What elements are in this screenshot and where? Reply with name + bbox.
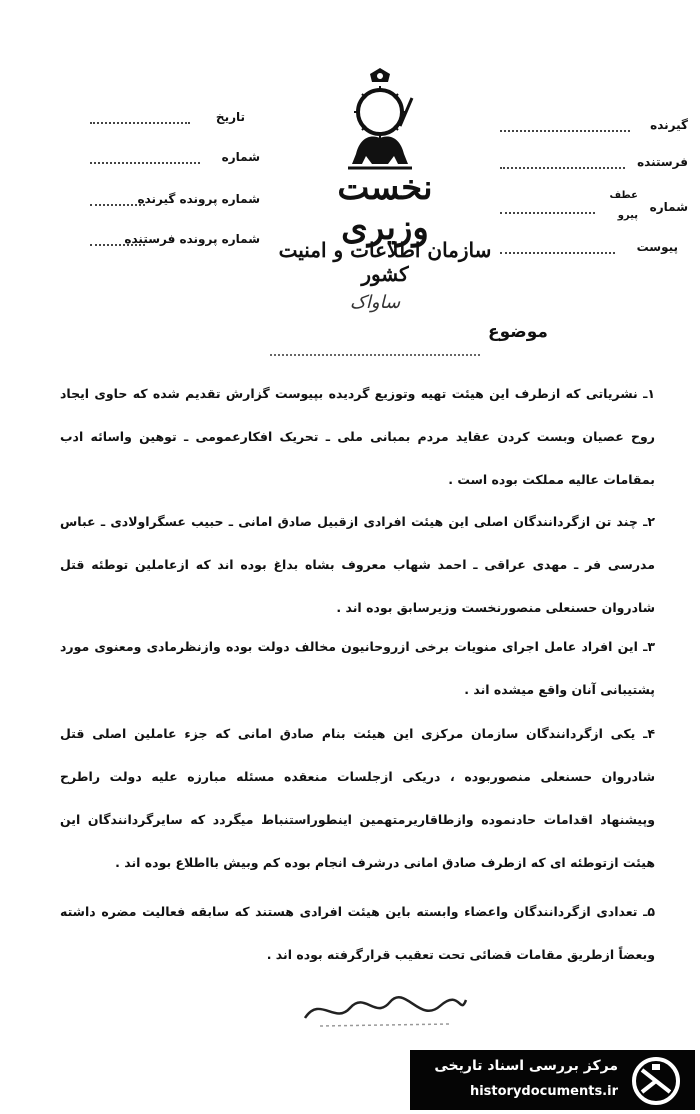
field-date-line: [90, 122, 190, 124]
field-sender-file-label: شماره پرونده فرستنده: [124, 232, 260, 246]
subject-label: موضوع: [488, 322, 548, 342]
field-receiver-file-label: شماره پرونده گیرنده: [137, 192, 260, 206]
lion-and-sun-crown-icon: [338, 68, 422, 176]
paragraph-3: ۳ـ این افراد عامل اجرای منویات برخی ازروحانیون مخالف دولت بوده وازنظرمادی ومعنوی مورد پشتیبانی آنان واقع میشده اند .: [60, 639, 655, 697]
field-sender-label: فرستنده: [637, 155, 688, 169]
watermark-name: مرکز بررسی اسناد تاریخی: [434, 1058, 618, 1074]
watermark-banner: [410, 1050, 695, 1110]
field-ref-atf-label: عطف: [609, 190, 638, 201]
field-attachment-line: [500, 252, 615, 254]
field-date-label: تاریخ: [215, 110, 245, 124]
ministry-title: نخست وزیری: [337, 168, 433, 248]
organization-title: سازمان اطلاعات و امنیت کشور: [278, 238, 492, 286]
field-number-line: [90, 162, 200, 164]
handwritten-note: ساواک: [349, 292, 401, 313]
field-sender-file-line: [90, 244, 145, 246]
archive-center-logo-icon: [628, 1056, 684, 1106]
field-ref-peyro-label: پیرو: [617, 210, 638, 221]
field-recipient-label: گیرنده: [650, 118, 688, 132]
signature-scribble: [300, 990, 470, 1030]
field-attachment-label: پیوست: [636, 240, 678, 254]
field-sender-line: [500, 167, 625, 169]
paragraph-5: ۵ـ تعدادی ازگردانندگان واعضاء وابسته باین هیئت افرادی هستند که سابقه فعالیت مضره داشته وبعضاً ازطریق مقامات قضائی تحت تعقیب قرارگرفته بوده اند .: [60, 904, 655, 962]
field-ref-number-line: [500, 212, 595, 214]
paragraph-4: ۴ـ یکی ازگردانندگان سازمان مرکزی این هیئت بنام صادق امانی که جزء عاملین اصلی قتل شادروان حسنعلی منصوربوده ، دریکی ازجلسات منعقده مسئله مبارزه علیه دولت راطرح وپیشنهاد اقدامات حادنموده وازطاقاریرمتهمین اینطوراستنباط میگردد که سایرگردانندگان این هیئت ازتوطئه ای که ازطرف صادق امانی درشرف انجام بوده کم وبیش بااطلاع بوده اند .: [60, 726, 655, 870]
watermark-url: historydocuments.ir: [469, 1084, 618, 1099]
field-number-label: شماره: [221, 150, 260, 164]
paragraph-2: ۲ـ چند تن ازگردانندگان اصلی این هیئت افرادی ازقبیل صادق امانی ـ حبیب عسگراولادی ـ عباس مدرسی فر ـ مهدی عراقی ـ احمد شهاب معروف بشاه بداغ بوده اند که ازعاملین توطئه قتل شادروان حسنعلی منصورنخست وزیرسابق بوده اند .: [60, 514, 655, 615]
field-recipient-line: [500, 130, 630, 132]
subject-line: [270, 340, 480, 356]
field-ref-number-label: شماره: [649, 200, 688, 214]
paragraph-1: ۱ـ نشریاتی که ازطرف این هیئت تهیه وتوزیع گردیده بپیوست گزارش تقدیم شده که حاوی ایجاد روح عصیان وبست کردن عقاید مردم بمبانی ملی ـ تحریک افکارعمومی ـ توهین واسائه ادب بمقامات عالیه مملکت بوده است .: [60, 386, 655, 487]
field-receiver-file-line: [90, 204, 145, 206]
